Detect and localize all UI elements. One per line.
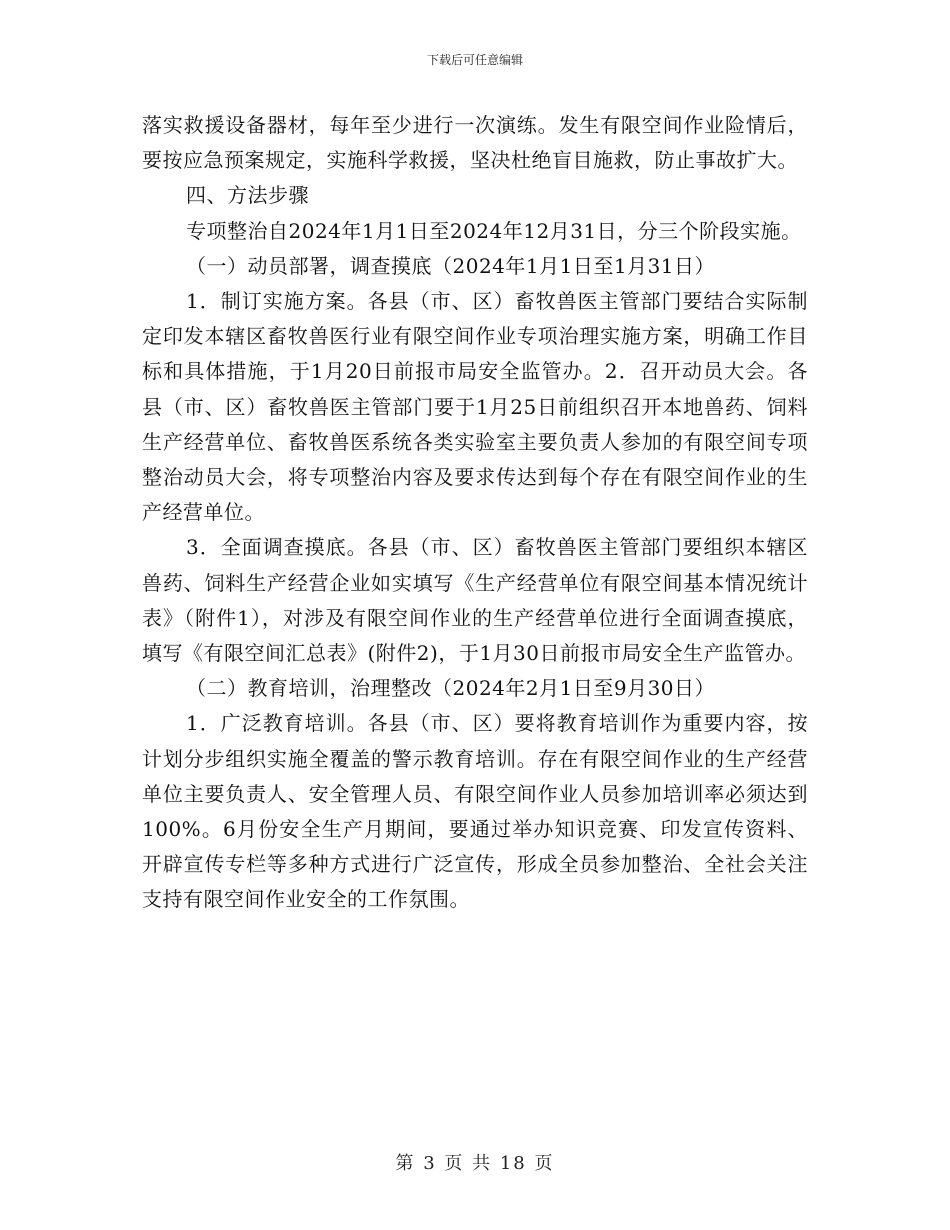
subsection-heading-mobilization: （一）动员部署，调查摸底（2024年1月1日至1月31日） — [186, 253, 716, 278]
subsection-heading-training: （二）教育培训，治理整改（2024年2月1日至9月30日） — [186, 676, 716, 701]
paragraph-continuation: 落实救援设备器材，每年至少进行一次演练。发生有限空间作业险情后，要按应急预案规定，实施科学救援，坚决杜绝盲目施救，防止事故扩大。 — [142, 113, 808, 173]
paragraph-survey: 3．全面调查摸底。各县（市、区）畜牧兽医主管部门要组织本辖区兽药、饲料生产经营企业如实填写《生产经营单位有限空间基本情况统计表》（附件1），对涉及有限空间作业的生产经营单位进行全面调查摸底，填写《有限空间汇总表》(附件2)，于1月30日前报市局安全生产监管办。 — [142, 535, 808, 666]
header-note: 下载后可任意编辑 — [426, 53, 523, 67]
paragraph-training: 1．广泛教育培训。各县（市、区）要将教育培训作为重要内容，按计划分步组织实施全覆盖的警示教育培训。存在有限空间作业的生产经营单位主要负责人、安全管理人员、有限空间作业人员参加培训率必须达到100%。6月份安全生产月期间，要通过举办知识竞赛、印发宣传资料、开辟宣传专栏等多种方式进行广泛宣传，形成全员参加整治、全社会关注支持有限空间作业安全的工作氛围。 — [142, 711, 808, 912]
page-footer — [0, 1152, 950, 1176]
page-header — [0, 52, 950, 68]
page-number: 第 3 页 共 18 页 — [395, 1153, 555, 1174]
paragraph-schedule: 专项整治自2024年1月1日至2024年12月31日，分三个阶段实施。 — [186, 218, 802, 243]
paragraph-plan-and-meeting: 1．制订实施方案。各县（市、区）畜牧兽医主管部门要结合实际制定印发本辖区畜牧兽医行业有限空间作业专项治理实施方案，明确工作目标和具体措施，于1月20日前报市局安全监管办。2．召开动员大会。各县（市、区）畜牧兽医主管部门要于1月25日前组织召开本地兽药、饲料生产经营单位、畜牧兽医系统各类实验室主要负责人参加的有限空间专项整治动员大会，将专项整治内容及要求传达到每个存在有限空间作业的生产经营单位。 — [142, 289, 808, 525]
document-body — [142, 108, 808, 918]
section-heading-methods: 四、方法步骤 — [186, 183, 309, 208]
